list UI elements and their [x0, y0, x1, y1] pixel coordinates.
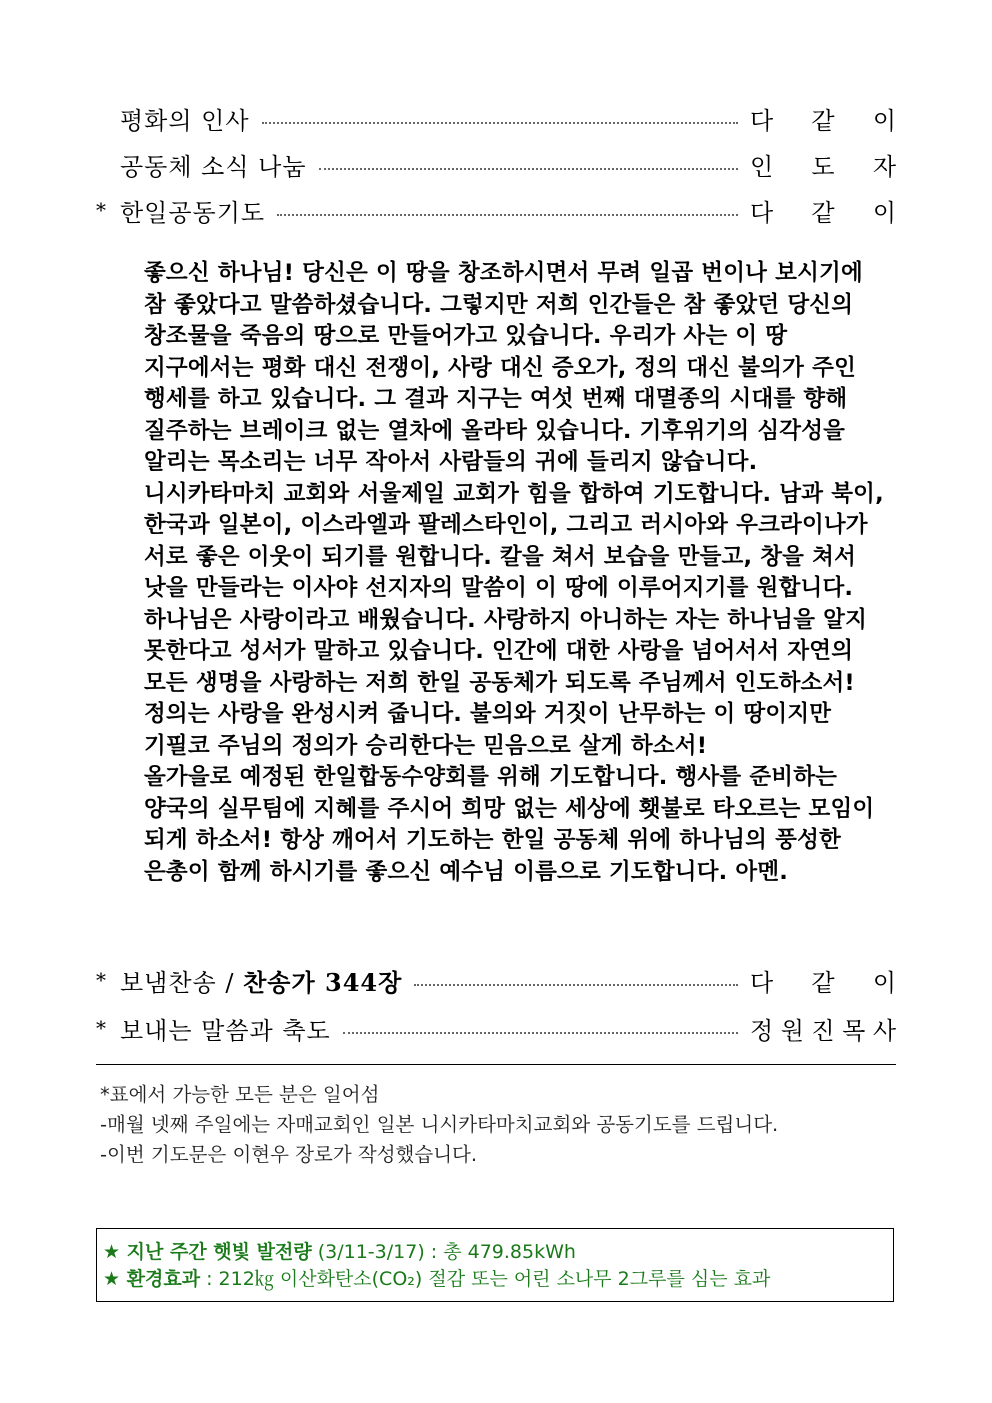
- order-performer: [750, 963, 896, 998]
- order-row: [96, 98, 896, 138]
- solar-power-box: [96, 1228, 894, 1302]
- prayer-line: 참 좋았다고 말씀하셨습니다. 그렇지만 저희 인간들은 참 좋았던 당신의: [144, 291, 854, 318]
- order-row-benediction: [96, 1008, 896, 1048]
- performer-char: 같: [811, 968, 835, 997]
- performer-char: 이: [872, 198, 896, 227]
- order-performer: [750, 1011, 896, 1046]
- performer-char: 정: [750, 1016, 774, 1045]
- note-line: *표에서 가능한 모든 분은 일어섬: [100, 1083, 380, 1106]
- leader-dots: [319, 166, 738, 170]
- leader-dots: [262, 120, 738, 124]
- prayer-line: 기필코 주님의 정의가 승리한다는 믿음으로 살게 하소서!: [144, 732, 708, 759]
- performer-char: 다: [750, 198, 774, 227]
- order-performer: [750, 193, 896, 228]
- prayer-line: 못한다고 성서가 말하고 있습니다. 인간에 대한 사랑을 넘어서서 자연의: [144, 638, 854, 664]
- performer-char: 이: [872, 968, 896, 997]
- prayer-line: 정의는 사랑을 완성시켜 줍니다. 불의와 거짓이 난무하는 이 땅이지만: [144, 701, 832, 727]
- divider: [96, 1064, 896, 1065]
- performer-char: 같: [811, 198, 835, 227]
- notes: [100, 1080, 778, 1170]
- performer-char: 자: [872, 152, 896, 181]
- prayer-line: 창조물을 죽음의 땅으로 만들어가고 있습니다. 우리가 사는 이 땅: [144, 323, 788, 349]
- prayer-line: 낫을 만들라는 이사야 선지자의 말씀이 이 땅에 이루어지기를 원합니다.: [144, 575, 854, 601]
- environment-effect-value: : 212㎏ 이산화탄소(CO₂) 절감 또는 어린 소나무 2그루를 심는 효과: [200, 1268, 771, 1290]
- performer-char: 진: [811, 1016, 835, 1045]
- prayer-line: 좋으신 하나님! 당신은 이 땅을 창조하시면서 무려 일곱 번이나 보시기에: [144, 260, 863, 286]
- prayer-line: 지구에서는 평화 대신 전쟁이, 사랑 대신 증오가, 정의 대신 불의가 주인: [144, 354, 857, 381]
- order-row-closing-hymn: [96, 960, 896, 1000]
- environment-effect-label: ★ 환경효과: [103, 1268, 201, 1290]
- standing-mark: *: [96, 1016, 106, 1040]
- standing-mark: *: [96, 968, 106, 992]
- order-row: [96, 190, 896, 230]
- performer-char: 다: [750, 106, 774, 135]
- note-line: -매월 넷째 주일에는 자매교회인 일본 니시카타마치교회와 공동기도를 드립니다.: [100, 1113, 779, 1136]
- performer-char: 다: [750, 968, 774, 997]
- order-label: 공동체 소식 나눔: [120, 152, 307, 181]
- performer-char: 인: [750, 152, 774, 181]
- performer-char: 목: [842, 1016, 866, 1045]
- note-line: -이번 기도문은 이현우 장로가 작성했습니다.: [100, 1143, 478, 1166]
- prayer-line: 한국과 일본이, 이스라엘과 팔레스타인이, 그리고 러시아와 우크라이나가: [144, 512, 868, 538]
- order-performer: [750, 101, 896, 136]
- prayer-line: 은총이 함께 하시기를 좋으신 예수님 이름으로 기도합니다. 아멘.: [144, 858, 789, 885]
- performer-char: 이: [872, 106, 896, 135]
- order-label: 보냄찬송 / 찬송가 344장: [120, 967, 403, 997]
- prayer-line: 서로 좋은 이웃이 되기를 원합니다. 칼을 쳐서 보습을 만들고, 창을 쳐서: [144, 543, 857, 570]
- leader-dots: [414, 982, 738, 986]
- prayer-line: 양국의 실무팀에 지혜를 주시어 희망 없는 세상에 횃불로 타오르는 모임이: [144, 795, 875, 822]
- order-label: 평화의 인사: [120, 106, 250, 135]
- prayer-line: 니시카타마치 교회와 서울제일 교회가 힘을 합하여 기도합니다. 남과 북이,: [144, 480, 884, 507]
- prayer-line: 올가을로 예정된 한일합동수양회를 위해 기도합니다. 행사를 준비하는: [144, 764, 838, 790]
- leader-dots: [277, 212, 738, 216]
- prayer-line: 모든 생명을 사랑하는 저희 한일 공동체가 되도록 주님께서 인도하소서!: [144, 669, 855, 696]
- solar-output-value: (3/11-3/17) : 총 479.85kWh: [311, 1241, 576, 1263]
- performer-char: 원: [780, 1016, 804, 1045]
- order-label: 보내는 말씀과 축도: [120, 1016, 331, 1045]
- prayer-text: [144, 258, 888, 888]
- performer-char: 도: [811, 152, 835, 181]
- prayer-line: 행세를 하고 있습니다. 그 결과 지구는 여섯 번째 대멸종의 시대를 향해: [144, 386, 848, 412]
- hymn-number: 찬송가 344장: [243, 967, 403, 997]
- standing-mark: *: [96, 198, 106, 222]
- performer-char: 같: [811, 106, 835, 135]
- prayer-line: 질주하는 브레이크 없는 열차에 올라타 있습니다. 기후위기의 심각성을: [144, 417, 846, 444]
- solar-output-label: ★ 지난 주간 햇빛 발전량: [103, 1241, 312, 1263]
- performer-char: 사: [872, 1016, 896, 1045]
- order-label: 한일공동기도: [120, 198, 266, 227]
- prayer-line: 되게 하소서! 항상 깨어서 기도하는 한일 공동체 위에 하나님의 풍성한: [144, 827, 841, 853]
- prayer-line: 알리는 목소리는 너무 작아서 사람들의 귀에 들리지 않습니다.: [144, 449, 758, 475]
- leader-dots: [343, 1030, 738, 1034]
- order-performer: [750, 147, 896, 182]
- order-row: [96, 144, 896, 184]
- prayer-line: 하나님은 사랑이라고 배웠습니다. 사랑하지 아니하는 자는 하나님을 알지: [144, 606, 868, 633]
